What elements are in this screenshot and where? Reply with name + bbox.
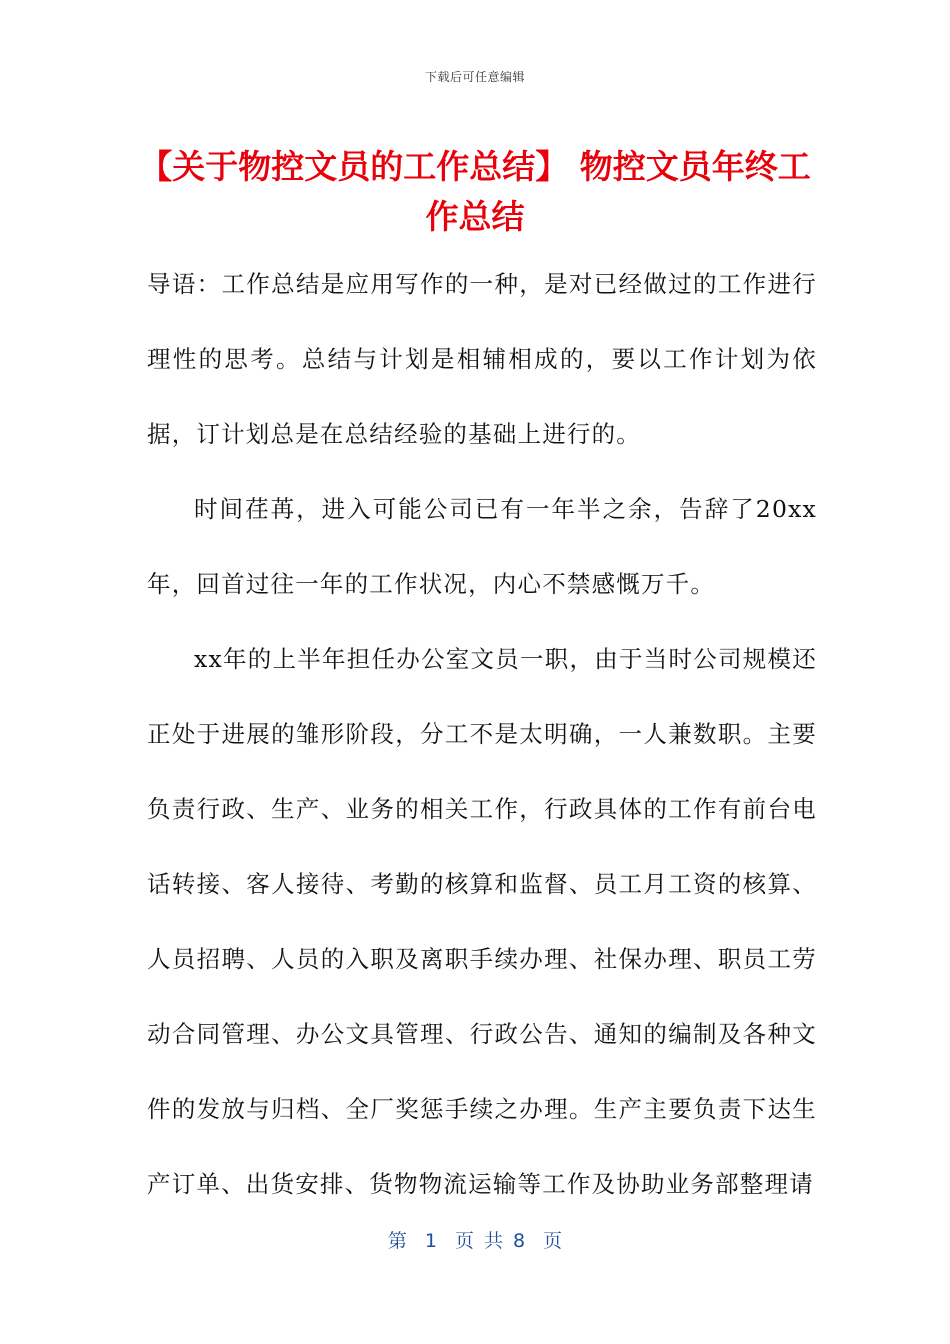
page-footer: [0, 1226, 950, 1253]
footer-label-of: 页共: [454, 1230, 513, 1252]
footer-label-end: 页: [543, 1230, 563, 1252]
footer-label-page: 第: [387, 1230, 407, 1252]
document-body: [147, 247, 817, 1222]
footer-current-page: 1: [424, 1230, 437, 1252]
document-title: 【关于物控文员的工作总结】 物控文员年终工作总结: [139, 147, 811, 236]
paragraph-duties: xx年的上半年担任办公室文员一职，由于当时公司规模还正处于进展的雏形阶段，分工不是太明确，一人兼数职。主要负责行政、生产、业务的相关工作，行政具体的工作有前台电话转接、客人接待、考勤的核算和监督、员工月工资的核算、人员招聘、人员的入职及离职手续办理、社保办理、职员工劳动合同管理、办公文具管理、行政公告、通知的编制及各种文件的发放与归档、全厂奖惩手续之办理。生产主要负责下达生产订单、出货安排、货物物流运输等工作及协助业务部整理请: [147, 645, 817, 1198]
footer-total-pages: 8: [513, 1230, 526, 1252]
header-note: 下载后可任意编辑: [424, 70, 525, 84]
paragraph-time: 时间荏苒，进入可能公司已有一年半之余，告辞了20xx年，回首过往一年的工作状况，内心不禁感慨万千。: [147, 495, 817, 598]
paragraph-intro: 导语：工作总结是应用写作的一种，是对已经做过的工作进行理性的思考。总结与计划是相辅相成的，要以工作计划为依据，订计划总是在总结经验的基础上进行的。: [147, 270, 817, 448]
